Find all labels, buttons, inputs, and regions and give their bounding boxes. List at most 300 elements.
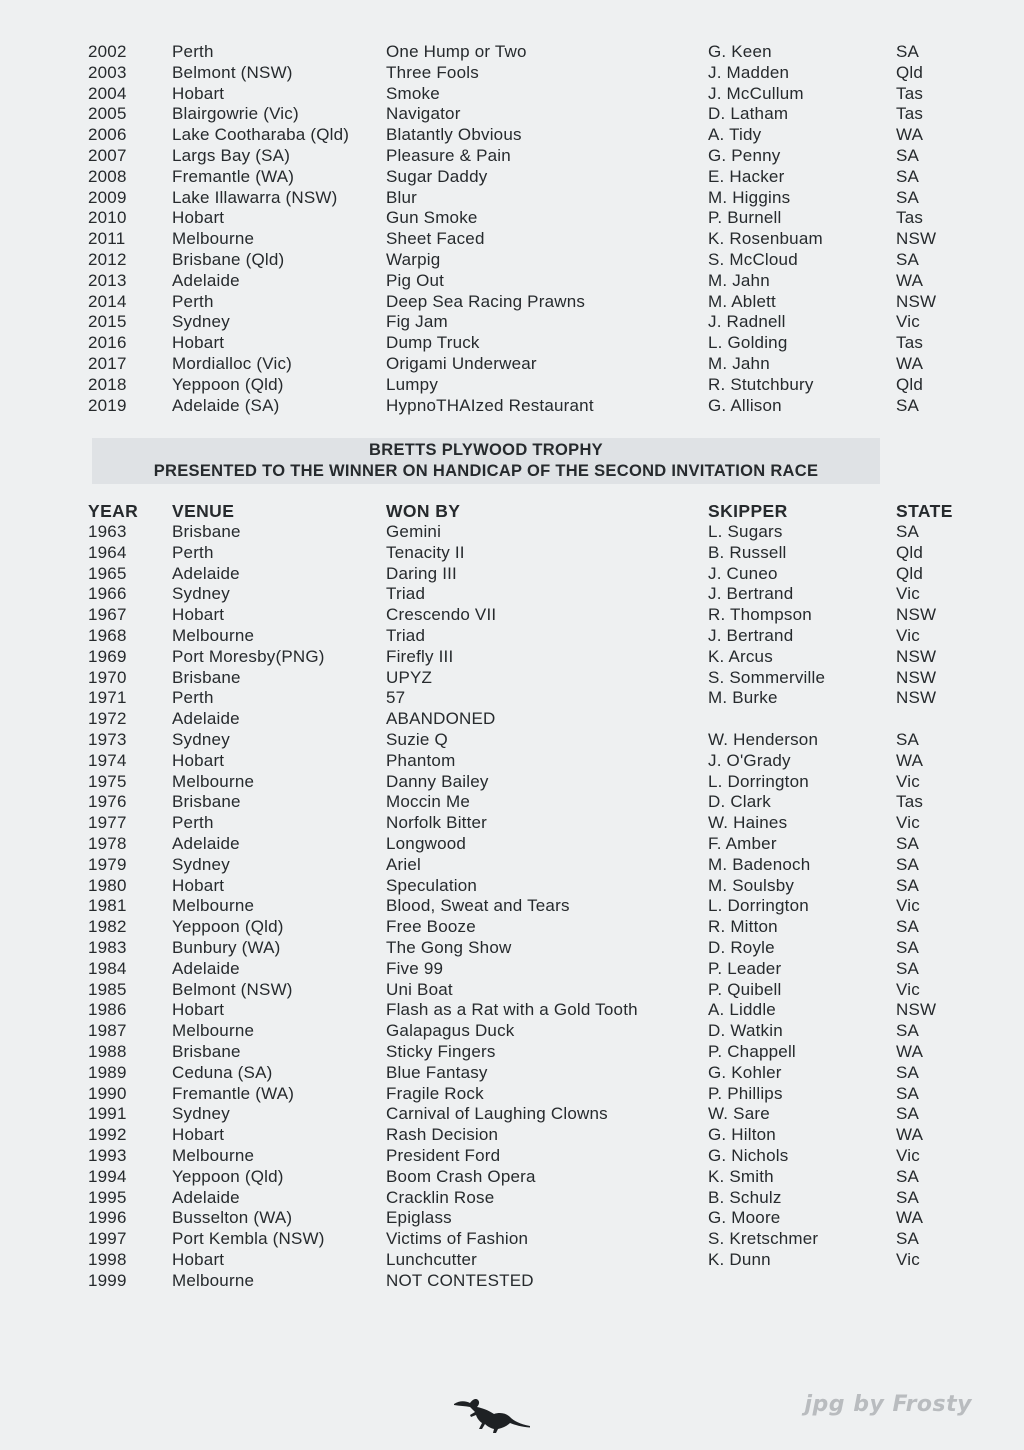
cell-year: 2014 (88, 291, 127, 311)
cell-year: 1965 (88, 563, 127, 583)
table-row (88, 668, 966, 689)
cell-won-by: Firefly III (386, 646, 454, 666)
cell-venue: Hobart (172, 1249, 225, 1269)
cell-venue: Adelaide (172, 1187, 240, 1207)
cell-venue: Adelaide (172, 270, 240, 290)
table-row (88, 896, 966, 917)
cell-skipper: B. Schulz (708, 1187, 782, 1207)
cell-won-by: Smoke (386, 83, 440, 103)
table-row (88, 375, 966, 396)
cell-won-by: Danny Bailey (386, 771, 489, 791)
cell-state: Vic (896, 584, 920, 604)
cell-venue: Belmont (NSW) (172, 979, 293, 999)
cell-year: 2005 (88, 104, 127, 124)
table-row (88, 959, 966, 980)
cell-venue: Fremantle (WA) (172, 166, 295, 186)
cell-year: 1997 (88, 1229, 127, 1249)
cell-skipper: L. Dorrington (708, 896, 809, 916)
cell-state: SA (896, 917, 920, 937)
cell-skipper: D. Clark (708, 792, 771, 812)
cell-won-by: One Hump or Two (386, 42, 527, 61)
cell-skipper: L. Golding (708, 333, 788, 353)
cell-year: 2006 (88, 125, 127, 145)
table-row (88, 229, 966, 250)
cell-won-by: Norfolk Bitter (386, 813, 488, 833)
cell-year: 1999 (88, 1270, 127, 1290)
cell-state: Vic (896, 312, 920, 332)
cell-state: SA (896, 1083, 920, 1103)
cell-venue: Mordialloc (Vic) (172, 353, 293, 373)
cell-venue: Perth (172, 813, 214, 833)
cell-venue: Sydney (172, 584, 230, 604)
previous-results-table (88, 42, 966, 416)
cell-skipper: A. Tidy (708, 125, 762, 145)
cell-venue: Melbourne (172, 1021, 255, 1041)
cell-year: 2013 (88, 270, 127, 290)
cell-venue: Perth (172, 42, 214, 61)
cell-venue: Melbourne (172, 625, 255, 645)
cell-skipper: G. Allison (708, 395, 782, 415)
cell-skipper (708, 1271, 896, 1292)
cell-state: SA (896, 1187, 920, 1207)
table-row (88, 688, 966, 709)
table-row (88, 1229, 966, 1250)
cell-state: WA (896, 270, 924, 290)
table-row (88, 146, 966, 167)
table-row (88, 1063, 966, 1084)
table-row (88, 354, 966, 375)
cell-year: 1996 (88, 1208, 127, 1228)
cell-year: 1963 (88, 522, 127, 541)
cell-venue: Hobart (172, 1125, 225, 1145)
cell-skipper: M. Badenoch (708, 854, 811, 874)
cell-venue: Adelaide (172, 833, 240, 853)
cell-skipper: M. Jahn (708, 353, 770, 373)
cell-year: 1989 (88, 1062, 127, 1082)
table-row (88, 1042, 966, 1063)
cell-skipper: S. McCloud (708, 249, 798, 269)
table-row (88, 208, 966, 229)
cell-venue: Brisbane (172, 1041, 241, 1061)
cell-state: SA (896, 1062, 920, 1082)
cell-year: 2004 (88, 83, 127, 103)
cell-year: 1973 (88, 729, 127, 749)
cell-won-by: Lunchcutter (386, 1249, 478, 1269)
cell-won-by: Sheet Faced (386, 229, 485, 249)
cell-skipper: J. Bertrand (708, 625, 794, 645)
table-row (88, 333, 966, 354)
table-row (88, 834, 966, 855)
cell-state: WA (896, 1041, 924, 1061)
table-row (88, 564, 966, 585)
header-state: STATE (896, 501, 953, 521)
cell-venue: Sydney (172, 312, 230, 332)
watermark: jpg by Frosty (804, 1392, 972, 1417)
cell-state: Tas (896, 104, 924, 124)
cell-venue: Port Kembla (NSW) (172, 1229, 325, 1249)
cell-won-by: Longwood (386, 833, 467, 853)
cell-year: 1970 (88, 667, 127, 687)
table-row (88, 543, 966, 564)
cell-skipper: L. Dorrington (708, 771, 809, 791)
cell-year: 2009 (88, 187, 127, 207)
cell-state: WA (896, 353, 924, 373)
cell-won-by: Dump Truck (386, 333, 480, 353)
table-row (88, 125, 966, 146)
cell-year: 1980 (88, 875, 127, 895)
cell-state: SA (896, 1166, 920, 1186)
cell-won-by: Tenacity II (386, 542, 465, 562)
table-row (88, 1208, 966, 1229)
cell-venue: Brisbane (Qld) (172, 249, 285, 269)
cell-venue: Melbourne (172, 896, 255, 916)
cell-state: NSW (896, 1000, 937, 1020)
cell-skipper: P. Quibell (708, 979, 782, 999)
cell-state: Tas (896, 792, 924, 812)
cell-year: 1981 (88, 896, 127, 916)
cell-state (896, 709, 966, 730)
cell-state: Vic (896, 771, 920, 791)
table-row (88, 104, 966, 125)
cell-won-by: Victims of Fashion (386, 1229, 529, 1249)
cell-venue: Perth (172, 291, 214, 311)
cell-year: 1972 (88, 709, 127, 729)
cell-skipper: J. McCullum (708, 83, 804, 103)
cell-state: Vic (896, 1145, 920, 1165)
cell-won-by: Boom Crash Opera (386, 1166, 536, 1186)
cell-state: Vic (896, 1249, 920, 1269)
cell-won-by: Sticky Fingers (386, 1041, 496, 1061)
cell-venue: Port Moresby(PNG) (172, 646, 325, 666)
cell-won-by: Five 99 (386, 958, 444, 978)
table-row (88, 1000, 966, 1021)
cell-skipper: R. Thompson (708, 605, 812, 625)
cell-venue: Busselton (WA) (172, 1208, 293, 1228)
cell-won-by: Blue Fantasy (386, 1062, 488, 1082)
cell-venue: Sydney (172, 729, 230, 749)
cell-won-by: HypnoTHAIzed Restaurant (386, 395, 594, 415)
cell-skipper: M. Ablett (708, 291, 776, 311)
cell-won-by: Phantom (386, 750, 456, 770)
cell-venue: Yeppoon (Qld) (172, 374, 284, 394)
table-row (88, 855, 966, 876)
cell-state: Qld (896, 374, 924, 394)
table-row (88, 1167, 966, 1188)
cell-skipper: W. Sare (708, 1104, 770, 1124)
cell-venue: Brisbane (172, 792, 241, 812)
cell-venue: Belmont (NSW) (172, 62, 293, 82)
cell-state: Qld (896, 62, 924, 82)
cell-venue: Melbourne (172, 229, 255, 249)
cell-year: 1978 (88, 833, 127, 853)
table-row (88, 626, 966, 647)
cell-won-by: Epiglass (386, 1208, 452, 1228)
cell-year: 1969 (88, 646, 127, 666)
cell-skipper: G. Hilton (708, 1125, 776, 1145)
cell-venue: Adelaide (172, 958, 240, 978)
cell-state: WA (896, 125, 924, 145)
cell-won-by: Pleasure & Pain (386, 145, 511, 165)
cell-venue: Adelaide (SA) (172, 395, 280, 415)
table-header-row (88, 500, 966, 522)
cell-won-by: UPYZ (386, 667, 433, 687)
cell-year: 1985 (88, 979, 127, 999)
cell-venue: Melbourne (172, 1270, 255, 1290)
cell-venue: Adelaide (172, 563, 240, 583)
cell-skipper: K. Rosenbuam (708, 229, 823, 249)
table-row (88, 292, 966, 313)
table-row (88, 917, 966, 938)
table-row (88, 396, 966, 417)
cell-skipper: D. Latham (708, 104, 789, 124)
cell-venue: Hobart (172, 750, 225, 770)
cell-won-by: Fig Jam (386, 312, 448, 332)
cell-won-by: Cracklin Rose (386, 1187, 495, 1207)
cell-state: Vic (896, 896, 920, 916)
cell-year: 1994 (88, 1166, 127, 1186)
cell-venue: Fremantle (WA) (172, 1083, 295, 1103)
cell-won-by: Flash as a Rat with a Gold Tooth (386, 1000, 638, 1020)
cell-skipper: S. Sommerville (708, 667, 826, 687)
cell-skipper: A. Liddle (708, 1000, 776, 1020)
cell-skipper: P. Phillips (708, 1083, 783, 1103)
cell-venue: Hobart (172, 208, 225, 228)
cell-state: WA (896, 1208, 924, 1228)
cell-year: 1974 (88, 750, 127, 770)
table-row (88, 938, 966, 959)
cell-won-by: Pig Out (386, 270, 445, 290)
cell-won-by: Moccin Me (386, 792, 470, 812)
cell-won-by: Gun Smoke (386, 208, 478, 228)
table-row (88, 751, 966, 772)
cell-venue: Hobart (172, 605, 225, 625)
cell-state: SA (896, 854, 920, 874)
cell-skipper: F. Amber (708, 833, 777, 853)
table-row (88, 1104, 966, 1125)
cell-won-by: Gemini (386, 522, 442, 541)
cell-state: Vic (896, 979, 920, 999)
cell-year: 1971 (88, 688, 127, 708)
trophy-results-table (88, 500, 966, 1291)
cell-year: 2003 (88, 62, 127, 82)
table-row (88, 1021, 966, 1042)
trophy-results-body (88, 522, 966, 1291)
cell-won-by: Rash Decision (386, 1125, 499, 1145)
cell-year: 1984 (88, 958, 127, 978)
cell-year: 1968 (88, 625, 127, 645)
table-row (88, 250, 966, 271)
table-row (88, 772, 966, 793)
cell-year: 2011 (88, 229, 126, 249)
cell-skipper: W. Haines (708, 813, 788, 833)
cell-won-by: Blood, Sweat and Tears (386, 896, 570, 916)
cell-year: 2017 (88, 353, 127, 373)
cell-venue: Largs Bay (SA) (172, 145, 291, 165)
cell-skipper: G. Moore (708, 1208, 781, 1228)
cell-state: Vic (896, 813, 920, 833)
cell-year: 2010 (88, 208, 127, 228)
cell-state: SA (896, 937, 920, 957)
cell-state: SA (896, 395, 920, 415)
cell-won-by: Deep Sea Racing Prawns (386, 291, 586, 311)
cell-won-by: Blur (386, 187, 418, 207)
cell-skipper: K. Smith (708, 1166, 774, 1186)
table-row (88, 709, 966, 730)
cell-year: 1990 (88, 1083, 127, 1103)
cell-year: 1977 (88, 813, 127, 833)
cell-year: 2016 (88, 333, 127, 353)
cell-venue: Hobart (172, 875, 225, 895)
cell-state: NSW (896, 291, 937, 311)
table-row (88, 63, 966, 84)
cell-state (896, 1271, 966, 1292)
table-row (88, 980, 966, 1001)
cell-state: Qld (896, 542, 924, 562)
cell-year: 1979 (88, 854, 127, 874)
cell-skipper (708, 709, 896, 730)
cell-won-by: President Ford (386, 1145, 501, 1165)
table-row (88, 312, 966, 333)
cell-year: 1991 (88, 1104, 127, 1124)
kangaroo-icon (452, 1390, 532, 1434)
cell-won-by: Sugar Daddy (386, 166, 488, 186)
table-row (88, 42, 966, 63)
cell-state: NSW (896, 688, 937, 708)
trophy-subtitle: PRESENTED TO THE WINNER ON HANDICAP OF THE SECOND INVITATION RACE (153, 462, 819, 480)
cell-venue: Sydney (172, 1104, 230, 1124)
cell-state: Qld (896, 563, 924, 583)
cell-venue: Brisbane (172, 667, 241, 687)
cell-state: Tas (896, 83, 924, 103)
cell-year: 2019 (88, 395, 127, 415)
table-row (88, 876, 966, 897)
table-row (88, 188, 966, 209)
cell-won-by: Suzie Q (386, 729, 448, 749)
cell-skipper: R. Mitton (708, 917, 778, 937)
cell-state: SA (896, 145, 920, 165)
previous-results-body (88, 42, 966, 416)
cell-state: WA (896, 750, 924, 770)
cell-year: 1987 (88, 1021, 127, 1041)
cell-year: 1998 (88, 1249, 127, 1269)
cell-venue: Melbourne (172, 771, 255, 791)
cell-year: 2002 (88, 42, 127, 61)
cell-skipper: J. Radnell (708, 312, 786, 332)
cell-won-by: Origami Underwear (386, 353, 537, 373)
cell-skipper: M. Jahn (708, 270, 770, 290)
cell-won-by: Galapagus Duck (386, 1021, 515, 1041)
cell-won-by: Lumpy (386, 374, 439, 394)
cell-skipper: L. Sugars (708, 522, 783, 541)
cell-skipper: M. Soulsby (708, 875, 795, 895)
cell-venue: Sydney (172, 854, 230, 874)
cell-skipper: G. Kohler (708, 1062, 782, 1082)
cell-state: NSW (896, 229, 937, 249)
table-row (88, 605, 966, 626)
cell-year: 2007 (88, 145, 127, 165)
table-row (88, 84, 966, 105)
cell-skipper: K. Arcus (708, 646, 773, 666)
cell-venue: Hobart (172, 1000, 225, 1020)
table-row (88, 1084, 966, 1105)
cell-state: SA (896, 522, 920, 541)
cell-venue: Bunbury (WA) (172, 937, 281, 957)
cell-state: SA (896, 729, 920, 749)
table-row (88, 1250, 966, 1271)
table-row (88, 813, 966, 834)
cell-skipper: J. Bertrand (708, 584, 794, 604)
cell-venue: Blairgowrie (Vic) (172, 104, 299, 124)
table-row (88, 1271, 966, 1292)
cell-skipper: J. Madden (708, 62, 790, 82)
cell-state: NSW (896, 667, 937, 687)
cell-venue: Lake Cootharaba (Qld) (172, 125, 350, 145)
cell-skipper: B. Russell (708, 542, 787, 562)
cell-won-by: Free Booze (386, 917, 476, 937)
table-row (88, 647, 966, 668)
cell-year: 1976 (88, 792, 127, 812)
cell-venue: Lake Illawarra (NSW) (172, 187, 338, 207)
cell-skipper: E. Hacker (708, 166, 785, 186)
cell-venue: Yeppoon (Qld) (172, 917, 284, 937)
cell-state: Tas (896, 333, 924, 353)
cell-year: 1967 (88, 605, 127, 625)
header-skipper: SKIPPER (708, 501, 788, 521)
cell-skipper: K. Dunn (708, 1249, 771, 1269)
table-row (88, 1146, 966, 1167)
cell-skipper: G. Penny (708, 145, 781, 165)
cell-won-by: Triad (386, 584, 426, 604)
cell-skipper: P. Burnell (708, 208, 782, 228)
table-row (88, 167, 966, 188)
cell-venue: Perth (172, 688, 214, 708)
table-row (88, 522, 966, 543)
cell-venue: Brisbane (172, 522, 241, 541)
cell-venue: Perth (172, 542, 214, 562)
cell-year: 1992 (88, 1125, 127, 1145)
cell-won-by: Blatantly Obvious (386, 125, 522, 145)
cell-skipper: S. Kretschmer (708, 1229, 819, 1249)
cell-state: Tas (896, 208, 924, 228)
cell-state: WA (896, 1125, 924, 1145)
cell-won-by: Carnival of Laughing Clowns (386, 1104, 608, 1124)
trophy-title: BRETTS PLYWOOD TROPHY (369, 441, 603, 459)
cell-skipper: D. Watkin (708, 1021, 783, 1041)
cell-won-by: NOT CONTESTED (386, 1270, 534, 1290)
cell-state: SA (896, 42, 920, 61)
cell-year: 1988 (88, 1041, 127, 1061)
cell-won-by: The Gong Show (386, 937, 512, 957)
cell-state: SA (896, 1229, 920, 1249)
cell-won-by: 57 (386, 688, 406, 708)
header-venue: VENUE (172, 501, 235, 521)
cell-skipper: G. Nichols (708, 1145, 789, 1165)
cell-won-by: Navigator (386, 104, 461, 124)
cell-state: SA (896, 875, 920, 895)
table-row (88, 792, 966, 813)
cell-state: SA (896, 166, 920, 186)
header-won-by: WON BY (386, 501, 461, 521)
cell-won-by: Warpig (386, 249, 441, 269)
cell-skipper: D. Royle (708, 937, 775, 957)
cell-venue: Yeppoon (Qld) (172, 1166, 284, 1186)
cell-year: 1986 (88, 1000, 127, 1020)
table-row (88, 1125, 966, 1146)
cell-won-by: ABANDONED (386, 709, 496, 729)
table-row (88, 730, 966, 751)
cell-year: 1983 (88, 937, 127, 957)
cell-venue: Adelaide (172, 709, 240, 729)
